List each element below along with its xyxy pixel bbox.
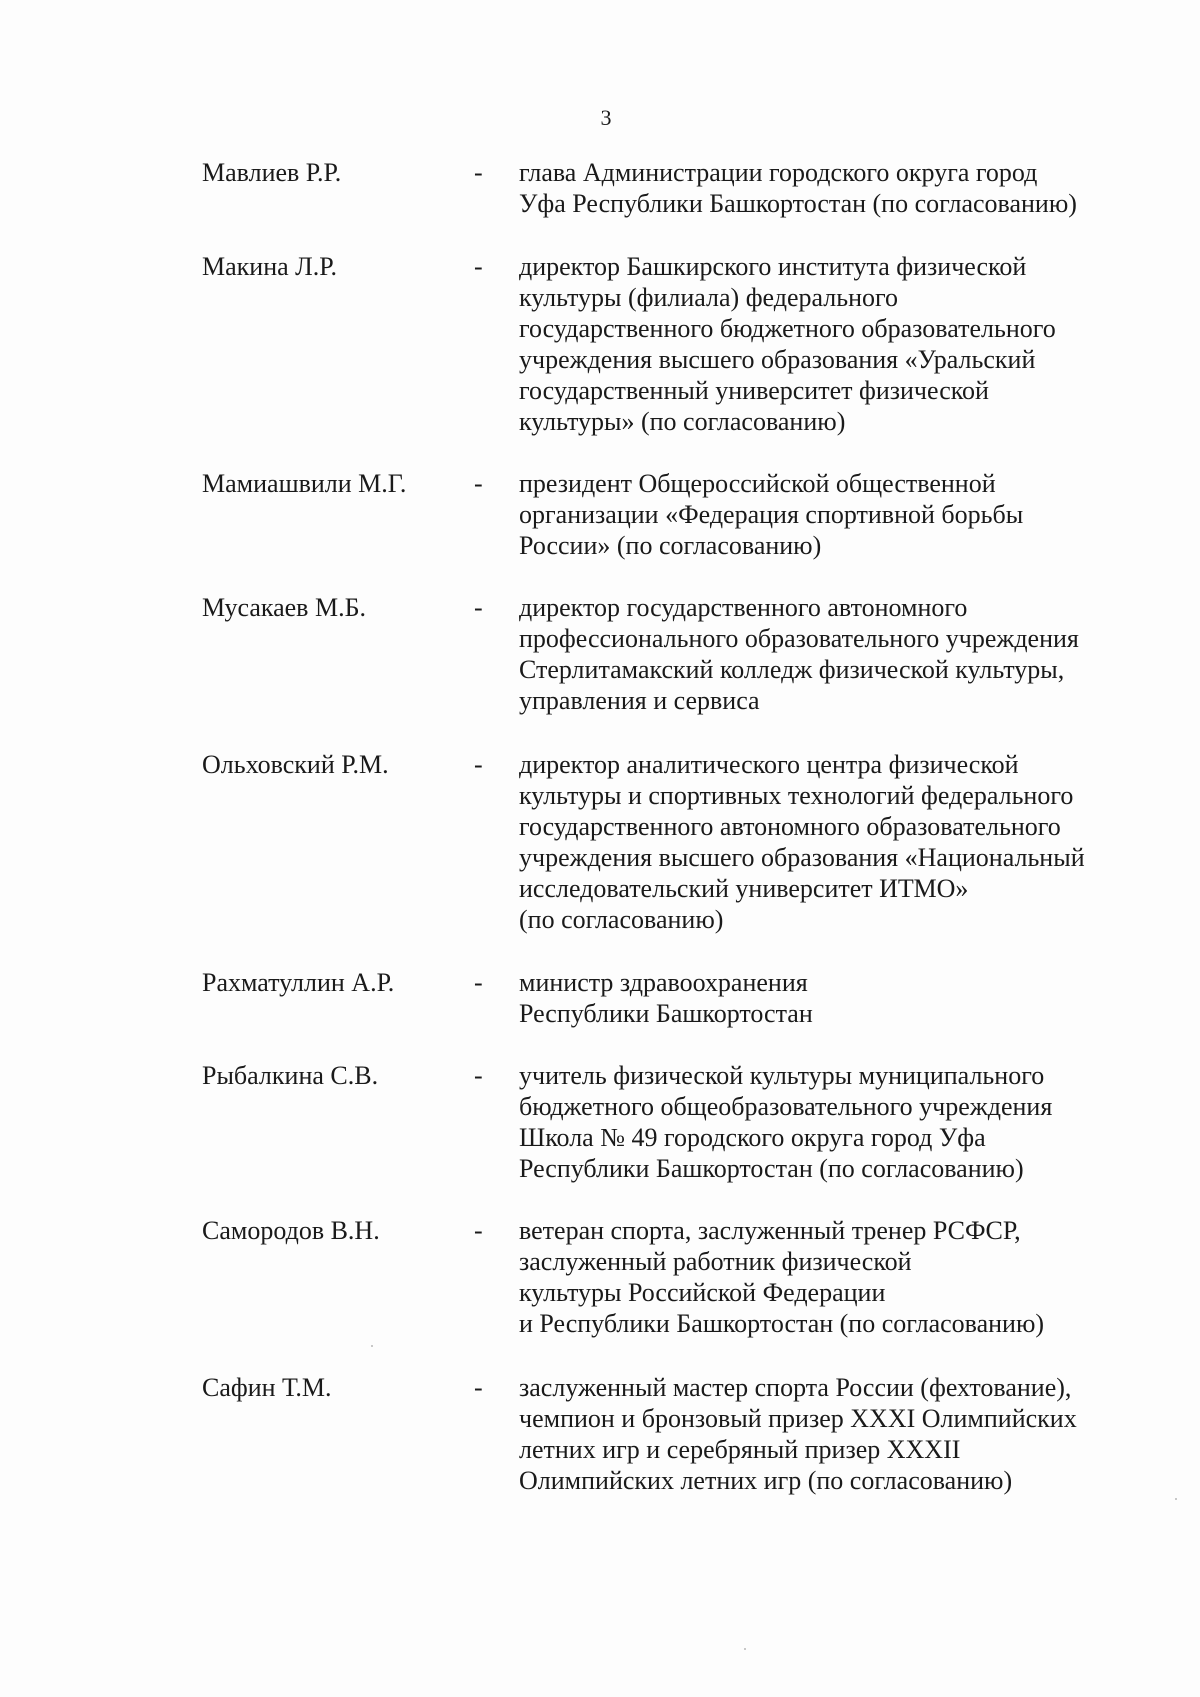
role-line: организации «Федерация спортивной борьбы	[519, 500, 1024, 529]
role-line: культуры и спортивных технологий федерального	[519, 781, 1074, 810]
member-name: Рыбалкина С.В.	[202, 1061, 379, 1090]
role-line: (по согласованию)	[519, 905, 724, 934]
member-role	[519, 592, 1119, 716]
member-dash: -	[474, 968, 483, 997]
role-line: заслуженный мастер спорта России (фехтование),	[519, 1373, 1072, 1402]
member-dash: -	[474, 469, 483, 498]
role-line: бюджетного общеобразовательного учреждения	[519, 1092, 1053, 1121]
role-line: культуры (филиала) федерального	[519, 283, 899, 312]
role-line: профессионального образовательного учреждения	[519, 624, 1079, 653]
role-line: президент Общероссийской общественной	[519, 469, 996, 498]
member-role	[519, 251, 1119, 437]
role-line: летних игр и серебряный призер XXXII	[519, 1435, 961, 1464]
role-line: учреждения высшего образования «Уральский	[519, 345, 1036, 374]
role-line: директор аналитического центра физической	[519, 750, 1019, 779]
role-line: Школа № 49 городского округа город Уфа	[519, 1123, 986, 1152]
role-line: России» (по согласованию)	[519, 531, 822, 560]
scan-speck	[371, 1345, 373, 1347]
member-dash: -	[474, 158, 483, 187]
role-line: и Республики Башкортостан (по согласованию)	[519, 1309, 1045, 1338]
member-role	[519, 1060, 1119, 1184]
member-dash: -	[474, 1061, 483, 1090]
role-line: директор государственного автономного	[519, 593, 968, 622]
member-role	[519, 157, 1119, 219]
role-line: глава Администрации городского округа город	[519, 158, 1038, 187]
role-line: Уфа Республики Башкортостан (по согласованию)	[519, 189, 1077, 218]
member-role	[519, 468, 1119, 561]
role-line: министр здравоохранения	[519, 968, 808, 997]
page-number: 3	[600, 105, 612, 130]
role-line: культуры» (по согласованию)	[519, 407, 846, 436]
member-name: Мусакаев М.Б.	[202, 593, 367, 622]
role-line: культуры Российской Федерации	[519, 1278, 886, 1307]
member-name: Мамиашвили М.Г.	[202, 469, 407, 498]
role-line: учреждения высшего образования «Национальный	[519, 843, 1085, 872]
role-line: Республики Башкортостан	[519, 999, 813, 1028]
member-role	[519, 1372, 1119, 1496]
member-role	[519, 967, 1119, 1029]
member-name: Рахматуллин А.Р.	[202, 968, 395, 997]
member-name: Ольховский Р.М.	[202, 750, 389, 779]
scan-speck	[1175, 1498, 1177, 1500]
role-line: ветеран спорта, заслуженный тренер РСФСР,	[519, 1216, 1021, 1245]
role-line: государственный университет физической	[519, 376, 989, 405]
member-role	[519, 1215, 1119, 1339]
role-line: исследовательский университет ИТМО»	[519, 874, 969, 903]
role-line: заслуженный работник физической	[519, 1247, 912, 1276]
role-line: управления и сервиса	[519, 686, 760, 715]
member-dash: -	[474, 1216, 483, 1245]
role-line: директор Башкирского института физической	[519, 252, 1027, 281]
role-line: Стерлитамакский колледж физической культуры,	[519, 655, 1065, 684]
member-dash: -	[474, 593, 483, 622]
role-line: государственного автономного образовательного	[519, 812, 1061, 841]
role-line: Олимпийских летних игр (по согласованию)	[519, 1466, 1013, 1495]
role-line: государственного бюджетного образовательного	[519, 314, 1056, 343]
member-dash: -	[474, 1373, 483, 1402]
member-name: Самородов В.Н.	[202, 1216, 380, 1245]
role-line: Республики Башкортостан (по согласованию)	[519, 1154, 1024, 1183]
member-name: Макина Л.Р.	[202, 252, 338, 281]
member-role	[519, 749, 1119, 935]
member-dash: -	[474, 750, 483, 779]
member-name: Мавлиев Р.Р.	[202, 158, 342, 187]
member-name: Сафин Т.М.	[202, 1373, 332, 1402]
scan-speck	[744, 1648, 746, 1650]
member-dash: -	[474, 252, 483, 281]
role-line: чемпион и бронзовый призер XXXI Олимпийских	[519, 1404, 1077, 1433]
role-line: учитель физической культуры муниципального	[519, 1061, 1045, 1090]
